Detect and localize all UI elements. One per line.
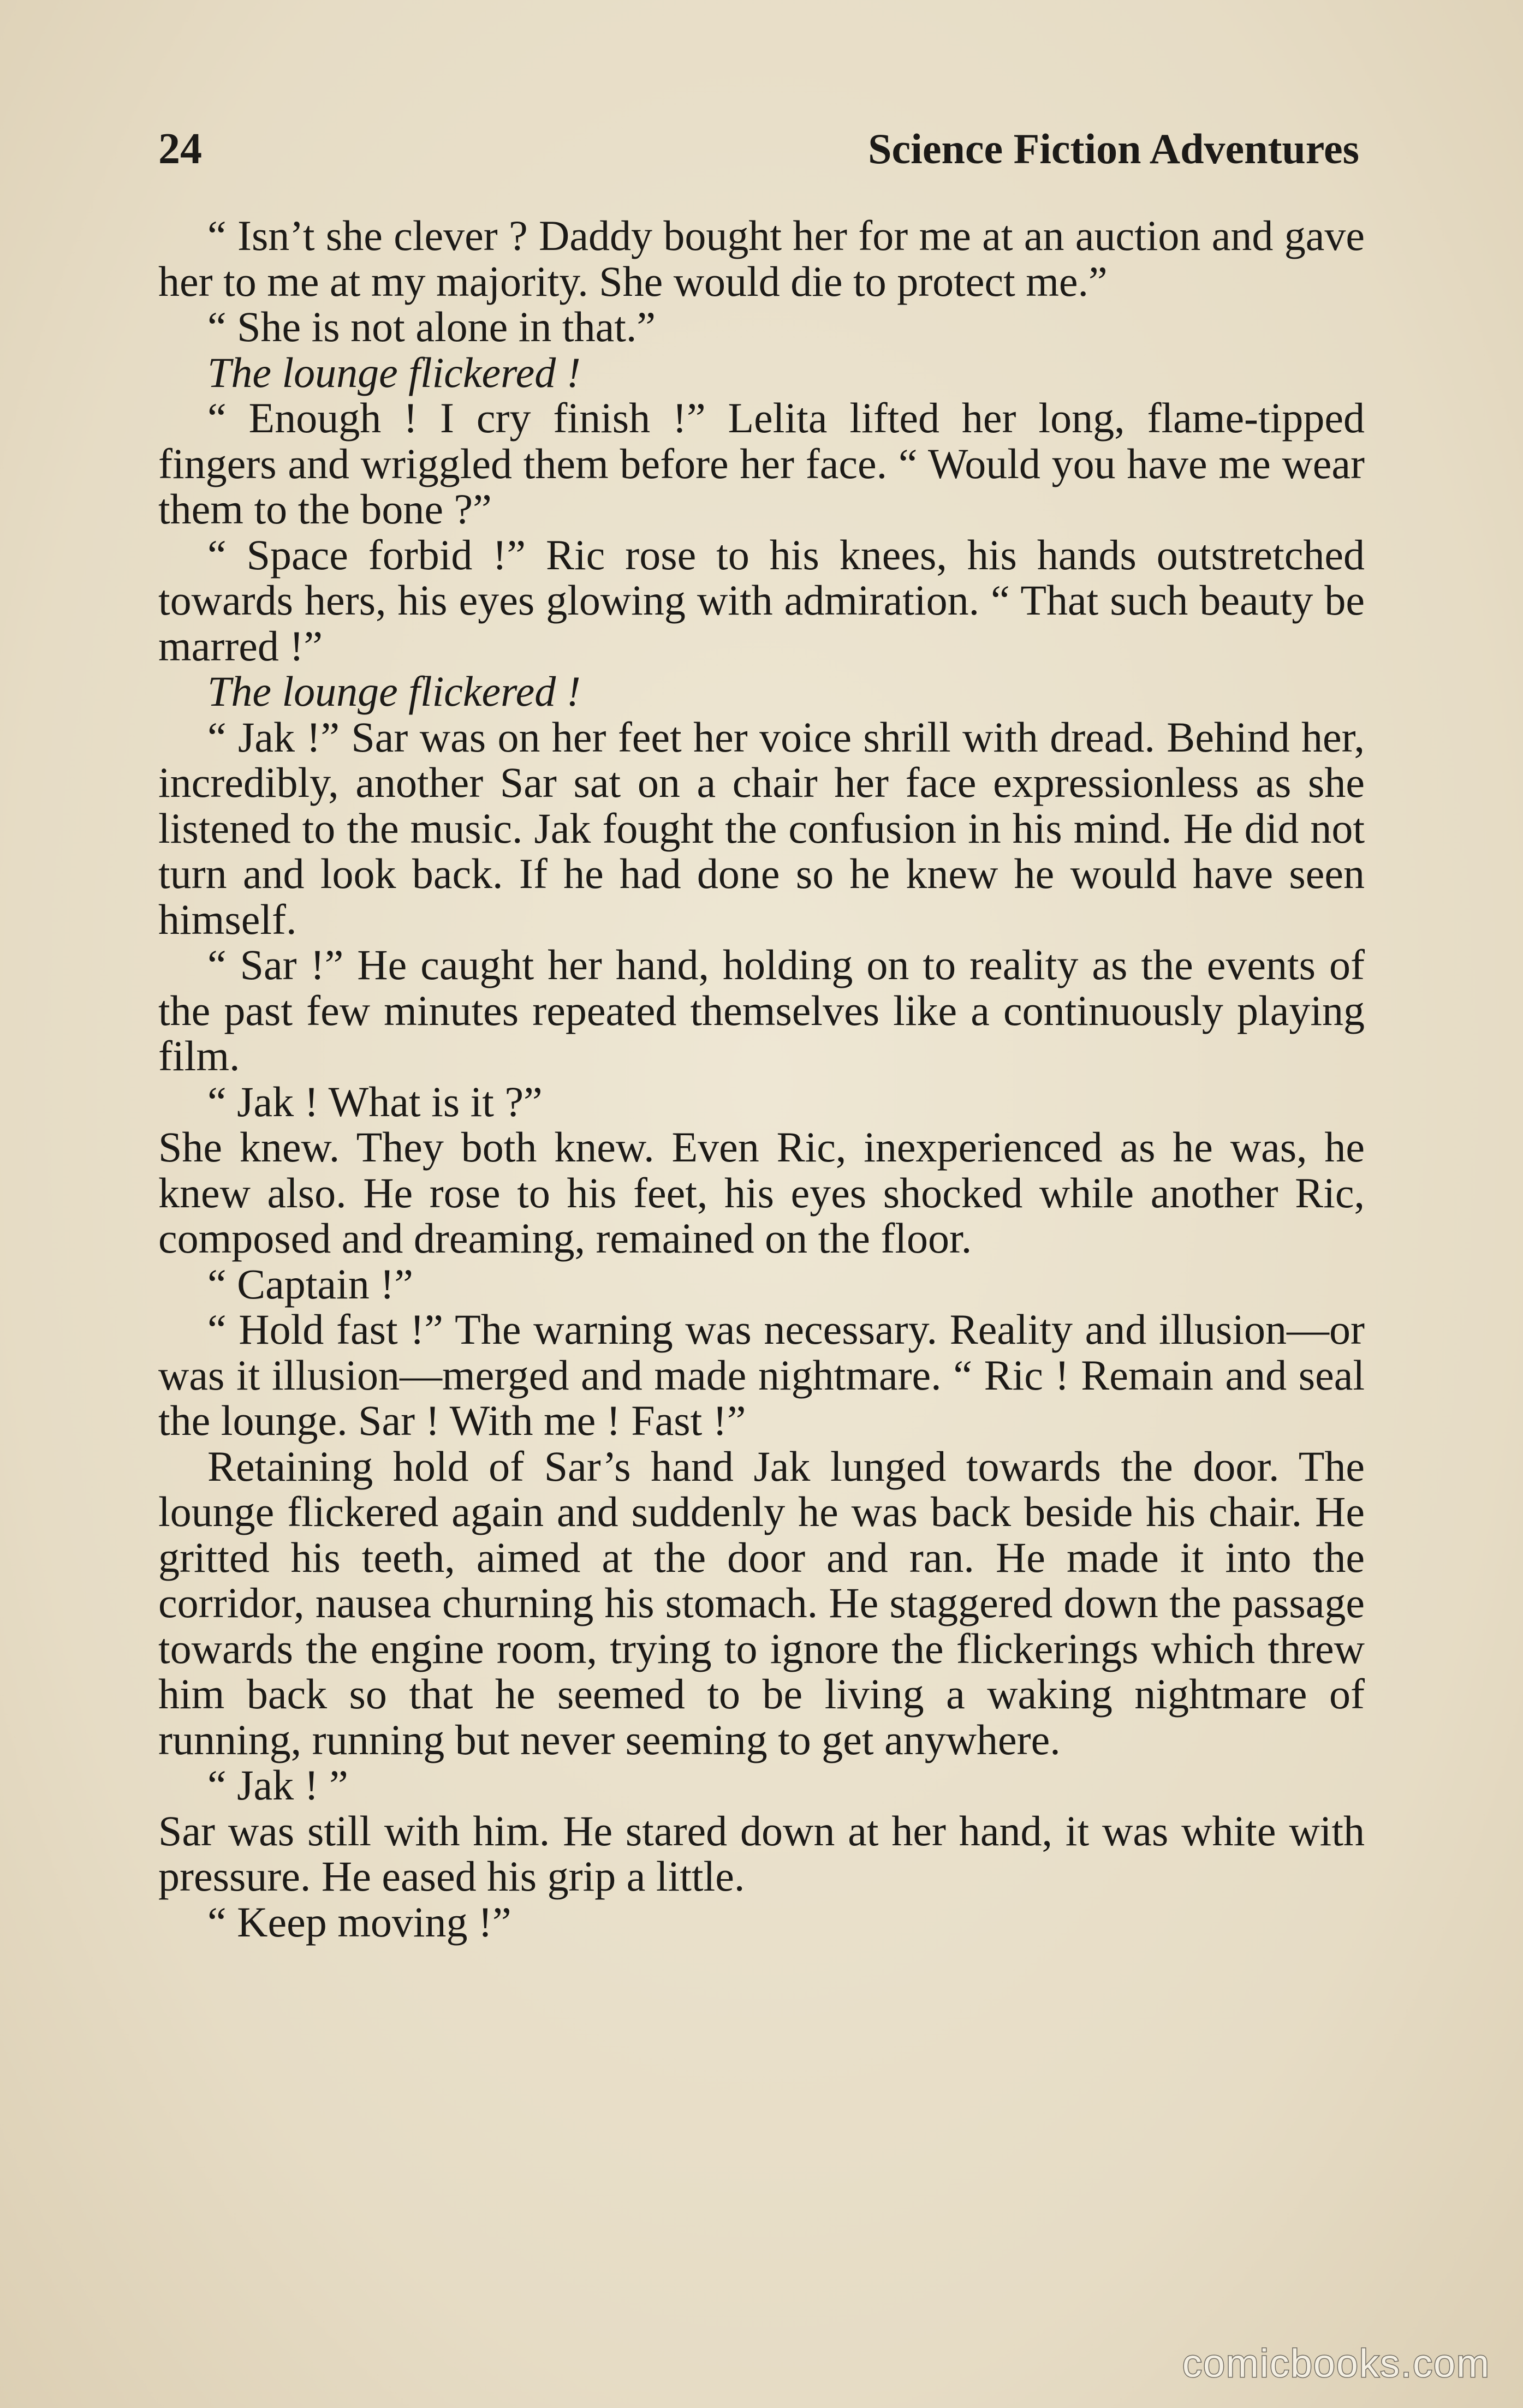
paragraph: “ Enough ! I cry finish !” Lelita lifted her long, flame-tipped fingers and wriggled them before her face. “ Would you have me wear them to the bone ?” (158, 394, 1365, 533)
paragraph: Sar was still with him. He stared down at her hand, it was white with pressure. He eased his grip a little. (158, 1807, 1365, 1900)
paragraph: “ Keep moving !” (207, 1898, 511, 1946)
paragraph: Retaining hold of Sar’s hand Jak lunged towards the door. The lounge flickered again and suddenly he was back beside his chair. He gritted his teeth, aimed at the door and ran. He made it into the corridor, nausea churning his stomach. He staggered down the passage towards the engine room, trying to ignore the flickerings which threw him back so that he seemed to be living a waking nightmare of running, running but never seeming to get anywhere. (158, 1442, 1365, 1763)
paragraph: “ She is not alone in that.” (207, 303, 656, 350)
paragraph: “ Hold fast !” The warning was necessary. Reality and illusion—or was it illusion—merged and made nightmare. “ Ric ! Remain and seal the lounge. Sar ! With me ! Fast !” (158, 1306, 1365, 1444)
paragraph: She knew. They both knew. Even Ric, inexperienced as he was, he knew also. He rose to his feet, his eyes shocked while another Ric, composed and dreaming, remained on the floor. (158, 1123, 1365, 1262)
paragraph: “ Space forbid !” Ric rose to his knees, his hands outstretched towards hers, his eyes glowing with admiration. “ That such beauty be marred !” (158, 531, 1365, 670)
page-number: 24 (158, 125, 202, 173)
running-title: Science Fiction Adventures (868, 125, 1359, 172)
watermark: comicbooks.com (1182, 2342, 1490, 2386)
paragraph: The lounge flickered ! (207, 348, 581, 396)
paragraph: The lounge flickered ! (207, 667, 581, 715)
paragraph: “ Sar !” He caught her hand, holding on to reality as the events of the past few minutes repeated themselves like a continuously playing film. (158, 941, 1365, 1080)
paragraph: “ Jak !” Sar was on her feet her voice shrill with dread. Behind her, incredibly, another Sar sat on a chair her face expressionless as she listened to the music. Jak fought the confusion in his mind. He did not turn and look back. If he had done so he knew he would have seen himself. (158, 713, 1365, 943)
paragraph: “ Isn’t she clever ? Daddy bought her for me at an auction and gave her to me at my majority. She would die to protect me.” (158, 212, 1365, 305)
body-text (158, 213, 1365, 2150)
page-header (158, 119, 1359, 179)
paragraph: “ Captain !” (207, 1260, 413, 1308)
paragraph: “ Jak ! What is it ?” (207, 1077, 543, 1125)
paragraph: “ Jak ! ” (207, 1761, 348, 1809)
